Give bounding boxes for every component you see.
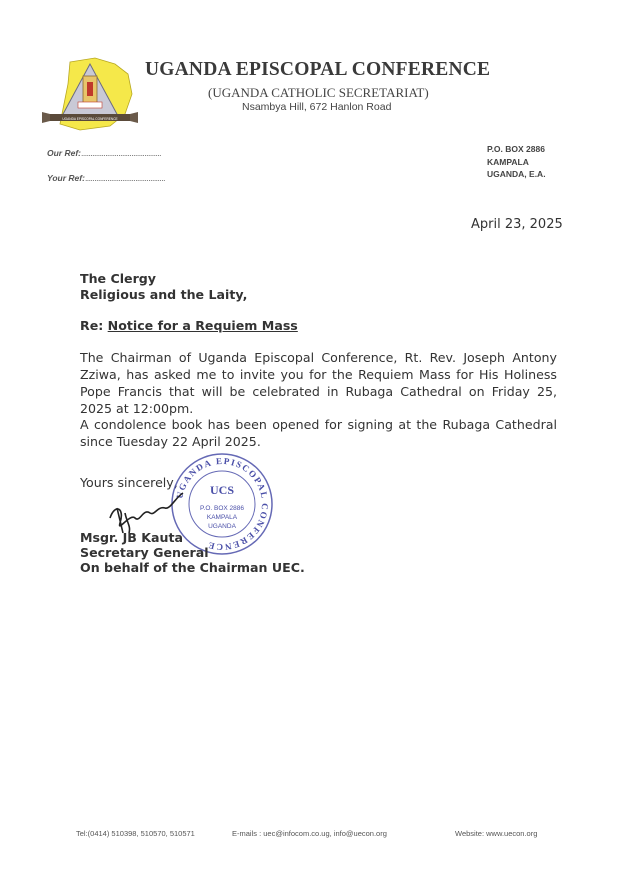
your-ref-dots: ........................................... [84, 173, 165, 183]
paragraph-invitation: The Chairman of Uganda Episcopal Conference, Rt. Rev. Joseph Antony Zziwa, has asked me to invite you for the Requiem Mass for His Holiness Pope Francis that will be celebrated in Rubaga Cathedral on Friday 25, 2025 at 12:00pm. [80, 350, 557, 416]
organization-name: UGANDA EPISCOPAL CONFERENCE [145, 59, 491, 80]
stamp-line-2: KAMPALA [206, 514, 238, 521]
closing: Yours sincerely, [80, 475, 178, 490]
your-ref-label: Your Ref: [47, 173, 85, 183]
postal-line-1: P.O. BOX 2886 [487, 144, 545, 154]
footer-telephone: Tel:(0414) 510398, 510570, 510571 [76, 829, 195, 838]
subject-line [80, 318, 298, 333]
stamp-ring-text: UGANDA EPISCOPAL CONFERENCE [174, 455, 271, 553]
postal-line-2: KAMPALA [487, 156, 529, 167]
postal-line-3: UGANDA, E.A. [487, 169, 546, 179]
signature-block [80, 530, 305, 575]
organization-address: Nsambya Hill, 672 Hanlon Road [242, 101, 392, 113]
subject-prefix: Re: [80, 318, 104, 333]
signatory-on-behalf: On behalf of the Chairman UEC. [80, 560, 305, 575]
addressee [80, 271, 247, 303]
our-ref [47, 148, 161, 158]
signatory-name: Msgr. JB Kauta [80, 530, 184, 545]
paragraph-condolence-book: A condolence book has been opened for signing at the Rubaga Cathedral since Tuesday 22 April 2025. [80, 417, 557, 449]
footer-emails: E-mails : uec@infocom.co.ug, info@uecon.org [232, 829, 387, 838]
stamp-line-3: UGANDA [208, 523, 236, 530]
our-ref-label: Our Ref: [47, 148, 81, 158]
organization-subtitle: (UGANDA CATHOLIC SECRETARIAT) [208, 85, 429, 100]
addressee-line-2: Religious and the Laity, [80, 287, 248, 302]
our-ref-dots: ........................................... [81, 148, 162, 158]
postal-address [487, 143, 546, 181]
svg-text:UGANDA EPISCOPAL CONFERENCE: UGANDA EPISCOPAL CONFERENCE [62, 117, 118, 121]
uec-crest-logo-icon [40, 54, 140, 136]
subject-title: Notice for a Requiem Mass [107, 318, 298, 333]
letter-date: April 23, 2025 [471, 217, 563, 232]
your-ref [47, 173, 165, 183]
addressee-line-1: The Clergy [80, 271, 157, 286]
footer-website: Website: www.uecon.org [455, 829, 538, 838]
stamp-line-1: P.O. BOX 2886 [200, 505, 244, 512]
signatory-title: Secretary General [80, 545, 209, 560]
stamp-center-text: UCS [209, 483, 235, 497]
